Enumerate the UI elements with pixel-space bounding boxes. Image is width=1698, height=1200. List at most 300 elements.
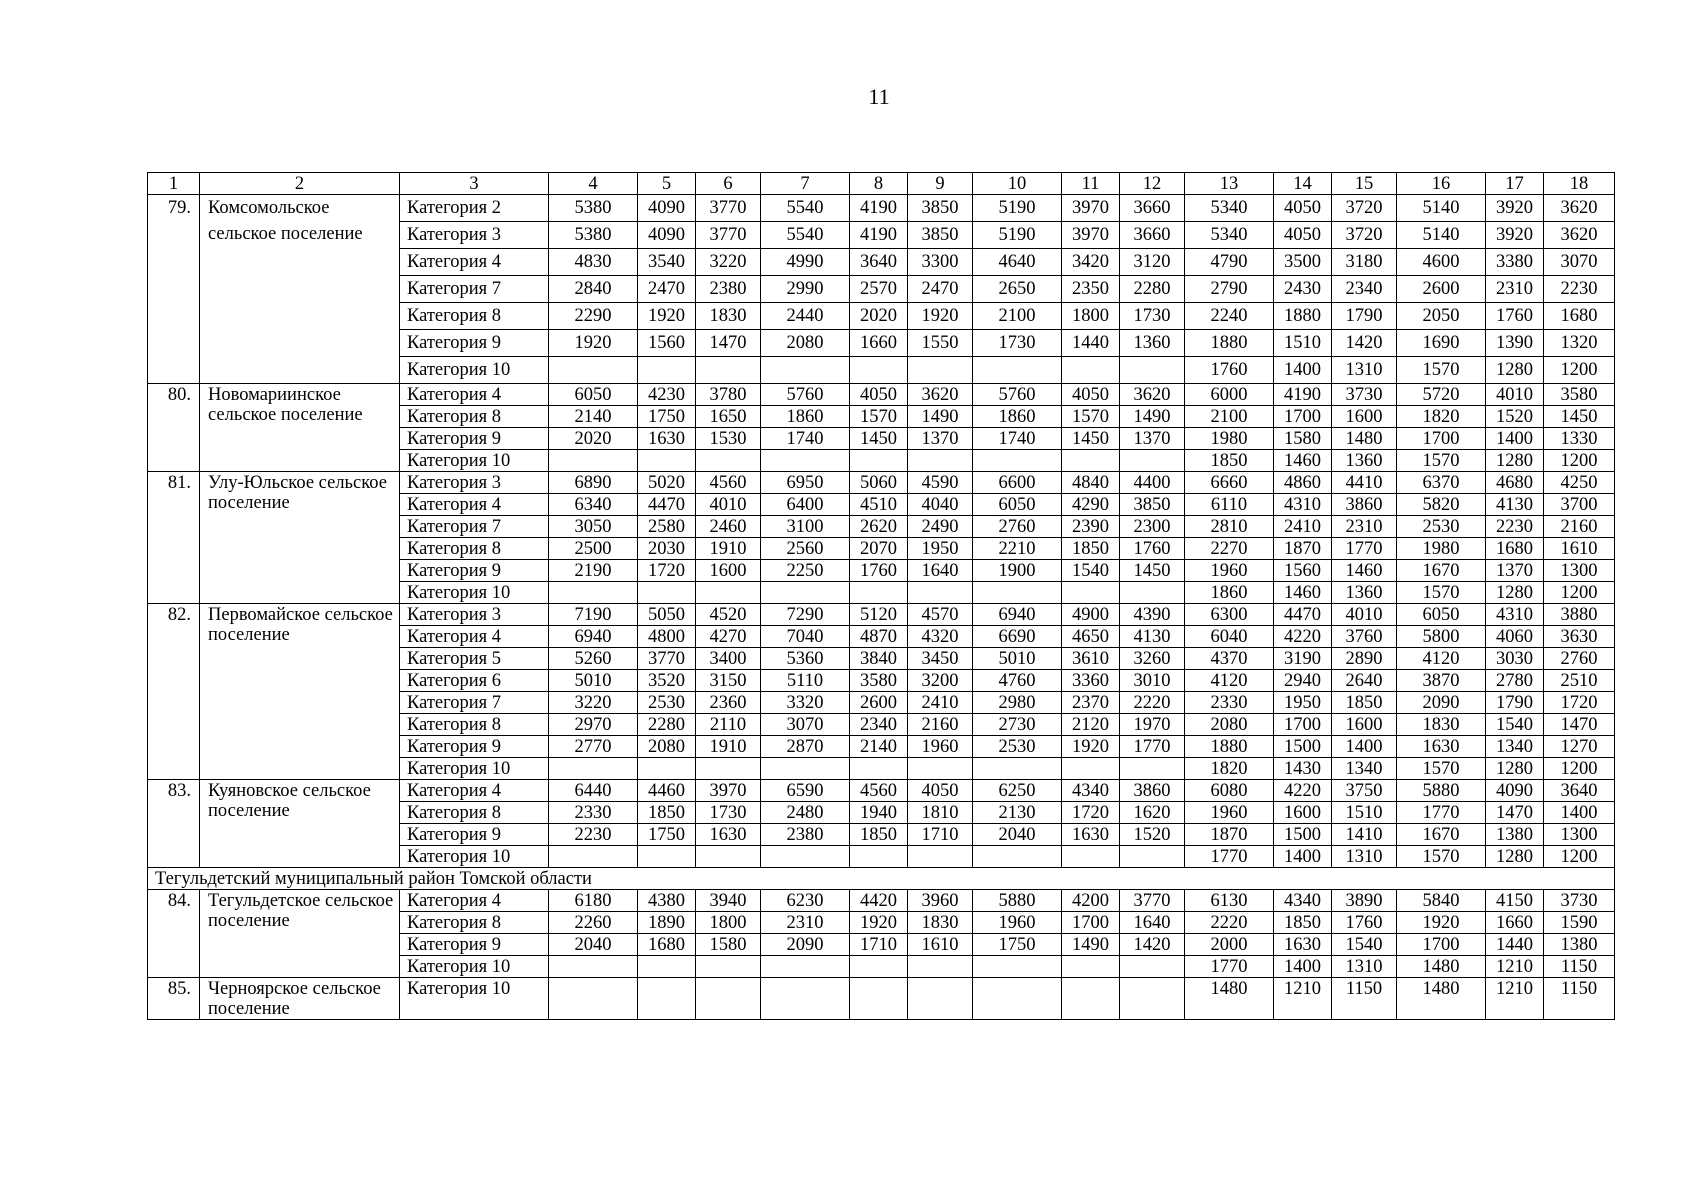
value-cell: 3200 xyxy=(908,670,973,692)
value-cell: 6300 xyxy=(1185,604,1274,626)
category-label: Категория 4 xyxy=(400,249,549,276)
value-cell: 3620 xyxy=(908,384,973,406)
value-cell: 6080 xyxy=(1185,780,1274,802)
value-cell: 5110 xyxy=(761,670,850,692)
value-cell: 5820 xyxy=(1397,494,1486,516)
settlement-number: 84. xyxy=(148,890,200,978)
value-cell: 1530 xyxy=(696,428,761,450)
category-label: Категория 4 xyxy=(400,494,549,516)
value-cell: 1510 xyxy=(1332,802,1397,824)
value-cell: 3580 xyxy=(850,670,908,692)
settlement-name: Комсомольское сельское поселение xyxy=(200,195,400,384)
value-cell: 3630 xyxy=(1544,626,1615,648)
category-label: Категория 4 xyxy=(400,890,549,912)
value-cell: 1750 xyxy=(638,406,696,428)
category-label: Категория 5 xyxy=(400,648,549,670)
value-cell: 3940 xyxy=(696,890,761,912)
value-cell xyxy=(696,956,761,978)
value-cell: 2380 xyxy=(761,824,850,846)
value-cell: 1810 xyxy=(908,802,973,824)
category-label: Категория 9 xyxy=(400,934,549,956)
value-cell: 1920 xyxy=(850,912,908,934)
table-row xyxy=(148,384,1615,406)
value-cell: 4090 xyxy=(638,222,696,249)
value-cell: 1880 xyxy=(1185,736,1274,758)
value-cell: 2370 xyxy=(1062,692,1120,714)
value-cell xyxy=(761,846,850,868)
value-cell: 4120 xyxy=(1185,670,1274,692)
value-cell xyxy=(761,357,850,384)
value-cell: 1730 xyxy=(1120,303,1185,330)
value-cell: 4200 xyxy=(1062,890,1120,912)
value-cell xyxy=(850,450,908,472)
value-cell: 4130 xyxy=(1120,626,1185,648)
value-cell: 2070 xyxy=(850,538,908,560)
value-cell: 4870 xyxy=(850,626,908,648)
value-cell: 1150 xyxy=(1544,956,1615,978)
value-cell: 4800 xyxy=(638,626,696,648)
value-cell: 4220 xyxy=(1274,626,1332,648)
value-cell: 6600 xyxy=(973,472,1062,494)
value-cell: 6180 xyxy=(549,890,638,912)
value-cell: 1920 xyxy=(908,303,973,330)
value-cell: 1950 xyxy=(1274,692,1332,714)
value-cell: 2940 xyxy=(1274,670,1332,692)
value-cell: 1680 xyxy=(1544,303,1615,330)
category-label: Категория 8 xyxy=(400,714,549,736)
settlement-number: 83. xyxy=(148,780,200,868)
value-cell: 2790 xyxy=(1185,276,1274,303)
value-cell: 1700 xyxy=(1062,912,1120,934)
value-cell xyxy=(549,357,638,384)
value-cell: 1570 xyxy=(1397,846,1486,868)
value-cell: 6370 xyxy=(1397,472,1486,494)
value-cell: 1450 xyxy=(1062,428,1120,450)
value-cell: 4050 xyxy=(908,780,973,802)
value-cell: 1150 xyxy=(1332,978,1397,1020)
value-cell: 3190 xyxy=(1274,648,1332,670)
value-cell: 1890 xyxy=(638,912,696,934)
settlement-name: Улу-Юльское сельское поселение xyxy=(200,472,400,604)
settlement-name: Новомариинское сельское поселение xyxy=(200,384,400,472)
value-cell: 1270 xyxy=(1544,736,1615,758)
category-label: Категория 3 xyxy=(400,222,549,249)
value-cell: 2350 xyxy=(1062,276,1120,303)
value-cell: 3540 xyxy=(638,249,696,276)
value-cell: 1960 xyxy=(1185,802,1274,824)
value-cell: 6250 xyxy=(973,780,1062,802)
value-cell: 1770 xyxy=(1185,956,1274,978)
value-cell: 2030 xyxy=(638,538,696,560)
value-cell: 1880 xyxy=(1185,330,1274,357)
value-cell: 1440 xyxy=(1486,934,1544,956)
value-cell: 2230 xyxy=(549,824,638,846)
value-cell: 3520 xyxy=(638,670,696,692)
value-cell: 1420 xyxy=(1120,934,1185,956)
value-cell: 7290 xyxy=(761,604,850,626)
value-cell: 5880 xyxy=(1397,780,1486,802)
value-cell: 5010 xyxy=(549,670,638,692)
value-cell: 2000 xyxy=(1185,934,1274,956)
value-cell xyxy=(638,357,696,384)
value-cell: 1770 xyxy=(1397,802,1486,824)
value-cell: 4380 xyxy=(638,890,696,912)
value-cell: 5010 xyxy=(973,648,1062,670)
value-cell xyxy=(908,846,973,868)
value-cell: 2890 xyxy=(1332,648,1397,670)
value-cell: 3730 xyxy=(1544,890,1615,912)
value-cell: 1850 xyxy=(1062,538,1120,560)
value-cell: 1570 xyxy=(1397,582,1486,604)
value-cell: 4470 xyxy=(638,494,696,516)
value-cell: 5340 xyxy=(1185,222,1274,249)
value-cell xyxy=(1062,357,1120,384)
value-cell: 1560 xyxy=(638,330,696,357)
category-label: Категория 2 xyxy=(400,195,549,222)
value-cell: 6440 xyxy=(549,780,638,802)
value-cell xyxy=(549,582,638,604)
value-cell: 1660 xyxy=(1486,912,1544,934)
value-cell: 1310 xyxy=(1332,357,1397,384)
value-cell xyxy=(696,450,761,472)
value-cell: 1370 xyxy=(908,428,973,450)
value-cell: 1470 xyxy=(696,330,761,357)
value-cell: 4420 xyxy=(850,890,908,912)
value-cell: 1380 xyxy=(1486,824,1544,846)
value-cell: 2330 xyxy=(549,802,638,824)
value-cell: 2980 xyxy=(973,692,1062,714)
category-label: Категория 10 xyxy=(400,357,549,384)
value-cell: 2340 xyxy=(1332,276,1397,303)
value-cell: 4090 xyxy=(1486,780,1544,802)
value-cell: 2230 xyxy=(1544,276,1615,303)
table-body xyxy=(148,173,1615,1020)
table-row xyxy=(148,780,1615,802)
category-label: Категория 10 xyxy=(400,758,549,780)
value-cell xyxy=(1120,978,1185,1020)
value-cell: 1850 xyxy=(638,802,696,824)
value-cell: 1380 xyxy=(1544,934,1615,956)
value-cell: 1420 xyxy=(1332,330,1397,357)
value-cell: 4190 xyxy=(850,222,908,249)
table-row xyxy=(148,472,1615,494)
column-number: 18 xyxy=(1544,173,1615,195)
column-number: 2 xyxy=(200,173,400,195)
column-number: 5 xyxy=(638,173,696,195)
value-cell: 6040 xyxy=(1185,626,1274,648)
value-cell: 1360 xyxy=(1120,330,1185,357)
value-cell: 1510 xyxy=(1274,330,1332,357)
value-cell: 1200 xyxy=(1544,450,1615,472)
value-cell: 2050 xyxy=(1397,303,1486,330)
value-cell: 2040 xyxy=(973,824,1062,846)
value-cell: 1700 xyxy=(1397,934,1486,956)
value-cell: 3850 xyxy=(1120,494,1185,516)
value-cell: 1570 xyxy=(1397,758,1486,780)
value-cell xyxy=(973,956,1062,978)
value-cell: 4340 xyxy=(1274,890,1332,912)
value-cell: 3850 xyxy=(908,222,973,249)
value-cell: 1430 xyxy=(1274,758,1332,780)
value-cell: 2410 xyxy=(1274,516,1332,538)
value-cell xyxy=(1120,956,1185,978)
value-cell: 5260 xyxy=(549,648,638,670)
value-cell: 1210 xyxy=(1274,978,1332,1020)
value-cell: 1790 xyxy=(1486,692,1544,714)
value-cell: 1640 xyxy=(908,560,973,582)
value-cell: 3760 xyxy=(1332,626,1397,648)
district-name: Тегульдетский муниципальный район Томской области xyxy=(148,868,1615,890)
value-cell: 5140 xyxy=(1397,195,1486,222)
value-cell: 1710 xyxy=(908,824,973,846)
value-cell: 5140 xyxy=(1397,222,1486,249)
value-cell: 4010 xyxy=(696,494,761,516)
value-cell: 2600 xyxy=(1397,276,1486,303)
value-cell: 1570 xyxy=(1397,357,1486,384)
value-cell: 3960 xyxy=(908,890,973,912)
value-cell: 3180 xyxy=(1332,249,1397,276)
value-cell: 3400 xyxy=(696,648,761,670)
value-cell xyxy=(850,357,908,384)
value-cell: 3720 xyxy=(1332,195,1397,222)
value-cell: 1440 xyxy=(1062,330,1120,357)
value-cell: 6130 xyxy=(1185,890,1274,912)
value-cell: 1700 xyxy=(1274,714,1332,736)
value-cell: 4790 xyxy=(1185,249,1274,276)
value-cell: 2270 xyxy=(1185,538,1274,560)
value-cell xyxy=(908,956,973,978)
value-cell: 1660 xyxy=(850,330,908,357)
value-cell: 4830 xyxy=(549,249,638,276)
value-cell: 2220 xyxy=(1185,912,1274,934)
category-label: Категория 8 xyxy=(400,303,549,330)
value-cell: 1680 xyxy=(638,934,696,956)
value-cell: 1830 xyxy=(908,912,973,934)
value-cell: 3070 xyxy=(761,714,850,736)
value-cell xyxy=(908,758,973,780)
value-cell: 3580 xyxy=(1544,384,1615,406)
value-cell: 1820 xyxy=(1397,406,1486,428)
value-cell: 3770 xyxy=(1120,890,1185,912)
value-cell xyxy=(638,978,696,1020)
value-cell: 4230 xyxy=(638,384,696,406)
value-cell: 3050 xyxy=(549,516,638,538)
value-cell: 2160 xyxy=(1544,516,1615,538)
value-cell: 1570 xyxy=(1397,450,1486,472)
value-cell: 1540 xyxy=(1062,560,1120,582)
value-cell: 2090 xyxy=(1397,692,1486,714)
value-cell: 1960 xyxy=(973,912,1062,934)
value-cell xyxy=(549,758,638,780)
value-cell: 2580 xyxy=(638,516,696,538)
value-cell: 1520 xyxy=(1120,824,1185,846)
value-cell: 2460 xyxy=(696,516,761,538)
value-cell: 7040 xyxy=(761,626,850,648)
value-cell: 5060 xyxy=(850,472,908,494)
value-cell: 1670 xyxy=(1397,824,1486,846)
category-label: Категория 9 xyxy=(400,736,549,758)
value-cell xyxy=(549,978,638,1020)
value-cell: 2530 xyxy=(1397,516,1486,538)
value-cell: 2310 xyxy=(1486,276,1544,303)
value-cell: 1460 xyxy=(1332,560,1397,582)
value-cell: 1630 xyxy=(1274,934,1332,956)
value-cell xyxy=(1062,978,1120,1020)
value-cell: 1550 xyxy=(908,330,973,357)
value-cell: 3450 xyxy=(908,648,973,670)
value-cell: 1280 xyxy=(1486,846,1544,868)
value-cell: 1310 xyxy=(1332,846,1397,868)
column-number: 16 xyxy=(1397,173,1486,195)
value-cell: 6690 xyxy=(973,626,1062,648)
value-cell xyxy=(1120,357,1185,384)
value-cell: 4470 xyxy=(1274,604,1332,626)
value-cell: 6050 xyxy=(549,384,638,406)
value-cell: 4990 xyxy=(761,249,850,276)
category-label: Категория 8 xyxy=(400,538,549,560)
value-cell: 3260 xyxy=(1120,648,1185,670)
value-cell: 2260 xyxy=(549,912,638,934)
table-row xyxy=(148,890,1615,912)
value-cell: 6000 xyxy=(1185,384,1274,406)
value-cell: 6950 xyxy=(761,472,850,494)
value-cell: 1200 xyxy=(1544,758,1615,780)
value-cell xyxy=(973,978,1062,1020)
value-cell: 1280 xyxy=(1486,357,1544,384)
column-number: 1 xyxy=(148,173,200,195)
value-cell: 1470 xyxy=(1544,714,1615,736)
value-cell: 3770 xyxy=(638,648,696,670)
value-cell: 1400 xyxy=(1544,802,1615,824)
value-cell: 2770 xyxy=(549,736,638,758)
value-cell xyxy=(761,450,850,472)
value-cell: 4050 xyxy=(1274,222,1332,249)
category-label: Категория 9 xyxy=(400,560,549,582)
value-cell: 1860 xyxy=(761,406,850,428)
value-cell: 2470 xyxy=(908,276,973,303)
value-cell: 1540 xyxy=(1332,934,1397,956)
value-cell: 2760 xyxy=(973,516,1062,538)
settlement-name: Черноярское сельское поселение xyxy=(200,978,400,1020)
value-cell: 5020 xyxy=(638,472,696,494)
value-cell: 1560 xyxy=(1274,560,1332,582)
value-cell: 2310 xyxy=(1332,516,1397,538)
value-cell: 1370 xyxy=(1120,428,1185,450)
settlement-name: Первомайское сельское поселение xyxy=(200,604,400,780)
value-cell: 4250 xyxy=(1544,472,1615,494)
value-cell xyxy=(850,956,908,978)
column-number: 12 xyxy=(1120,173,1185,195)
value-cell: 2570 xyxy=(850,276,908,303)
value-cell xyxy=(761,978,850,1020)
value-cell: 1300 xyxy=(1544,824,1615,846)
value-cell: 4310 xyxy=(1274,494,1332,516)
value-cell: 1330 xyxy=(1544,428,1615,450)
value-cell xyxy=(908,978,973,1020)
value-cell: 1740 xyxy=(761,428,850,450)
value-cell: 7190 xyxy=(549,604,638,626)
value-cell: 3030 xyxy=(1486,648,1544,670)
value-cell: 2530 xyxy=(973,736,1062,758)
value-cell xyxy=(908,582,973,604)
value-cell: 1800 xyxy=(696,912,761,934)
value-cell: 4640 xyxy=(973,249,1062,276)
value-cell: 1610 xyxy=(908,934,973,956)
value-cell: 5760 xyxy=(973,384,1062,406)
value-cell: 4760 xyxy=(973,670,1062,692)
category-label: Категория 9 xyxy=(400,824,549,846)
value-cell: 4320 xyxy=(908,626,973,648)
value-cell: 6660 xyxy=(1185,472,1274,494)
value-cell: 1480 xyxy=(1332,428,1397,450)
value-cell: 1210 xyxy=(1486,956,1544,978)
value-cell: 1670 xyxy=(1397,560,1486,582)
value-cell: 1600 xyxy=(1332,714,1397,736)
value-cell: 4510 xyxy=(850,494,908,516)
value-cell: 1730 xyxy=(973,330,1062,357)
value-cell: 5120 xyxy=(850,604,908,626)
value-cell: 1400 xyxy=(1274,956,1332,978)
value-cell: 3840 xyxy=(850,648,908,670)
value-cell xyxy=(908,450,973,472)
value-cell: 1920 xyxy=(638,303,696,330)
value-cell: 3620 xyxy=(1120,384,1185,406)
value-cell: 1300 xyxy=(1544,560,1615,582)
value-cell: 3640 xyxy=(850,249,908,276)
value-cell: 2280 xyxy=(638,714,696,736)
value-cell: 1460 xyxy=(1274,582,1332,604)
value-cell xyxy=(850,978,908,1020)
value-cell: 2360 xyxy=(696,692,761,714)
value-cell: 1200 xyxy=(1544,357,1615,384)
category-label: Категория 10 xyxy=(400,846,549,868)
value-cell: 1770 xyxy=(1332,538,1397,560)
value-cell: 3220 xyxy=(696,249,761,276)
value-cell xyxy=(638,582,696,604)
value-cell: 2090 xyxy=(761,934,850,956)
value-cell xyxy=(973,357,1062,384)
value-cell: 1480 xyxy=(1397,956,1486,978)
value-cell: 3920 xyxy=(1486,195,1544,222)
value-cell: 3970 xyxy=(696,780,761,802)
value-cell: 2040 xyxy=(549,934,638,956)
value-cell: 1540 xyxy=(1486,714,1544,736)
value-cell: 1630 xyxy=(696,824,761,846)
value-cell: 1280 xyxy=(1486,450,1544,472)
value-cell: 2100 xyxy=(1185,406,1274,428)
value-cell: 1910 xyxy=(696,736,761,758)
value-cell: 1310 xyxy=(1332,956,1397,978)
category-label: Категория 10 xyxy=(400,978,549,1020)
value-cell: 4010 xyxy=(1332,604,1397,626)
category-label: Категория 8 xyxy=(400,802,549,824)
value-cell: 6340 xyxy=(549,494,638,516)
value-cell: 3860 xyxy=(1120,780,1185,802)
value-cell: 4050 xyxy=(850,384,908,406)
table-row xyxy=(148,604,1615,626)
tariff-table xyxy=(147,172,1615,1020)
value-cell: 1850 xyxy=(850,824,908,846)
value-cell: 1760 xyxy=(1185,357,1274,384)
value-cell: 6590 xyxy=(761,780,850,802)
value-cell: 5340 xyxy=(1185,195,1274,222)
value-cell: 1650 xyxy=(696,406,761,428)
value-cell: 4840 xyxy=(1062,472,1120,494)
value-cell: 4560 xyxy=(696,472,761,494)
value-cell xyxy=(973,450,1062,472)
value-cell: 1960 xyxy=(908,736,973,758)
value-cell: 1340 xyxy=(1486,736,1544,758)
